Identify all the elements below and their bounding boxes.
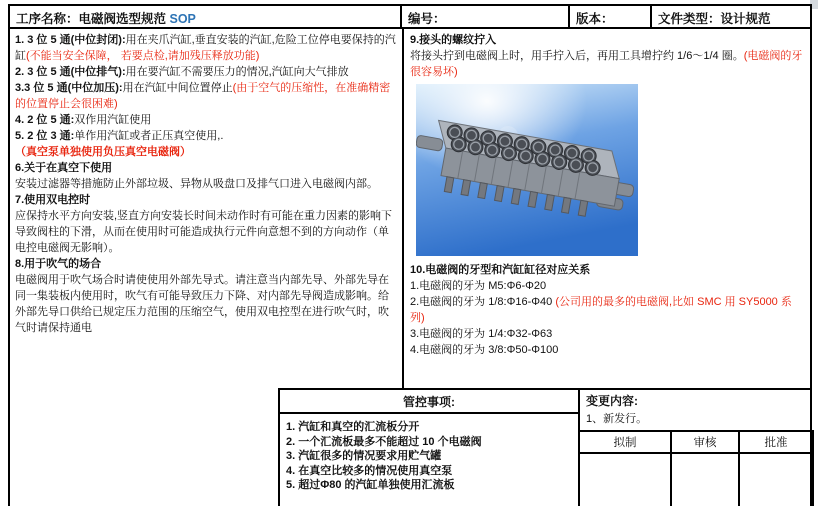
text-segment: 用在汽缸中间位置停止 (122, 82, 233, 94)
text-segment: 1. 3 位 5 通(中位封闭): (15, 34, 126, 46)
text-segment: 用在要汽缸不需要压力的情况,汽缸向大气排放 (125, 66, 349, 78)
text-segment: 9.接头的螺纹拧入 (410, 34, 497, 46)
sign-column-approved: 批准 (738, 430, 814, 454)
note-6-body (15, 176, 397, 192)
text-segment: 8.用于吹气的场合 (15, 258, 102, 270)
text-segment: 双作用汽缸使用 (74, 114, 152, 126)
text-segment: (不能当安全保障， 若要点检,请加残压释放功能) (26, 50, 260, 62)
text-segment: 3.3 位 5 通(中位加压): (15, 82, 123, 94)
note-8-heading (15, 256, 397, 272)
header-version-cell (568, 4, 652, 29)
text-segment: 用在夹爪汽缸,垂直安装的汽缸,危险工位停电要保持的汽缸 (15, 34, 396, 62)
note-5 (15, 128, 397, 160)
note-10-line-1 (410, 278, 804, 294)
note-9-body (410, 48, 804, 80)
text-segment: 将接头拧到电磁阀上时，用手拧入后，再用工具增拧约 1/6～1/4 圈。 (410, 50, 744, 62)
note-7-heading (15, 192, 397, 208)
note-9-heading (410, 32, 804, 48)
header-doctype-cell (650, 4, 812, 29)
control-item: 3. 汽缸很多的情况要求用贮气罐 (286, 450, 442, 462)
sign-column-reviewed: 审核 (670, 430, 740, 454)
text-segment: 4.电磁阀的牙为 3/8:Φ50-Φ100 (410, 344, 559, 356)
valve-image-slot (416, 82, 804, 260)
control-item: 4. 在真空比较多的情况使用真空泵 (286, 464, 453, 477)
control-item: 2. 一个汇流板最多不能超过 10 个电磁阀 (286, 435, 482, 448)
note-4 (15, 112, 397, 128)
text-segment: 6.关于在真空下使用 (15, 162, 113, 174)
text-segment: 编号： (408, 12, 446, 26)
text-segment: 3.电磁阀的牙为 1/4:Φ32-Φ63 (410, 328, 553, 340)
sign-cell-drafted-empty (578, 452, 672, 506)
control-items-list (278, 412, 580, 506)
right-notes-cell (402, 27, 812, 390)
text-segment: 1.电磁阀的牙为 M5:Φ6-Φ20 (410, 280, 547, 292)
text-segment: 安装过滤器等措施防止外部垃圾、异物从吸盘口及排气口进入电磁阀内部。 (15, 178, 378, 190)
note-10-line-4 (410, 342, 804, 358)
text-segment: 应保持水平方向安装,竖直方向安装长时间未动作时有可能在重力因素的影响下导致阀柱的下滑，从而在使用时可能造成执行元件向意想不到的方向动作（单电控电磁阀无影响）。 (15, 210, 393, 254)
text-segment: 单作用汽缸或者正压真空使用,. (74, 130, 227, 142)
text-segment: (由于空气的压缩性，在准确精密的位置停止会很困难) (15, 82, 391, 110)
note-10-line-3 (410, 326, 804, 342)
text-segment: 10.电磁阀的牙型和汽缸缸径对应关系 (410, 264, 591, 276)
text-segment: 5. 2 位 3 通: (15, 130, 75, 142)
text-segment: 7.使用双电控时 (15, 194, 91, 206)
sign-cell-reviewed-empty (670, 452, 740, 506)
note-3 (15, 80, 397, 112)
change-content-item: 1、新发行。 (586, 413, 648, 425)
text-segment: 4. 2 位 5 通: (15, 114, 75, 126)
text-segment: （真空泵单独使用负压真空电磁阀） (15, 146, 191, 158)
header-process-name-cell (8, 4, 402, 29)
text-segment: 电磁阀用于吹气场合时请使使用外部先导式。请注意当内部先导、外部先导在同一集装板内使用时，吹气有可能导致压力下降、对内部先导阀造成影响。给外部先导口供给已规定压力范围的压缩空气，使用双电控型在进行吹气时，吹气时请保持通电 (15, 274, 389, 334)
control-items-title: 管控事项: (278, 388, 580, 414)
sign-column-drafted: 拟制 (578, 430, 672, 454)
note-6-heading (15, 160, 397, 176)
text-segment: (电磁阀的牙很容易坏) (410, 50, 803, 78)
control-item: 5. 超过Φ80 的汽缸单独使用汇流板 (286, 479, 455, 491)
text-segment: 文件类型：设计规范 (658, 12, 771, 26)
note-1 (15, 32, 397, 64)
text-segment: 2. 3 位 5 通(中位排气): (15, 66, 126, 78)
text-segment: 版本： (576, 12, 614, 26)
note-10-heading (410, 262, 804, 278)
text-segment: (公司用的最多的电磁阀,比如 SMC 用 SY5000 系列) (410, 296, 792, 324)
sign-cell-approved-empty (738, 452, 814, 506)
text-segment: 2.电磁阀的牙为 1/8:Φ16-Φ40 (410, 296, 556, 308)
control-item: 1. 汽缸和真空的汇流板分开 (286, 421, 420, 433)
change-content-title: 变更内容: (586, 394, 638, 408)
left-notes-cell (8, 27, 404, 390)
note-8-body (15, 272, 397, 336)
solenoid-valve-manifold-image (416, 84, 638, 256)
valve-manifold-illustration (416, 84, 638, 256)
note-7-body (15, 208, 397, 256)
change-content-cell (578, 388, 812, 432)
header-number-cell (400, 4, 570, 29)
text-segment: SOP (169, 12, 196, 26)
note-10-line-2 (410, 294, 804, 326)
text-segment: 工序名称：电磁阀选型规范 (16, 12, 170, 26)
note-2 (15, 64, 397, 80)
